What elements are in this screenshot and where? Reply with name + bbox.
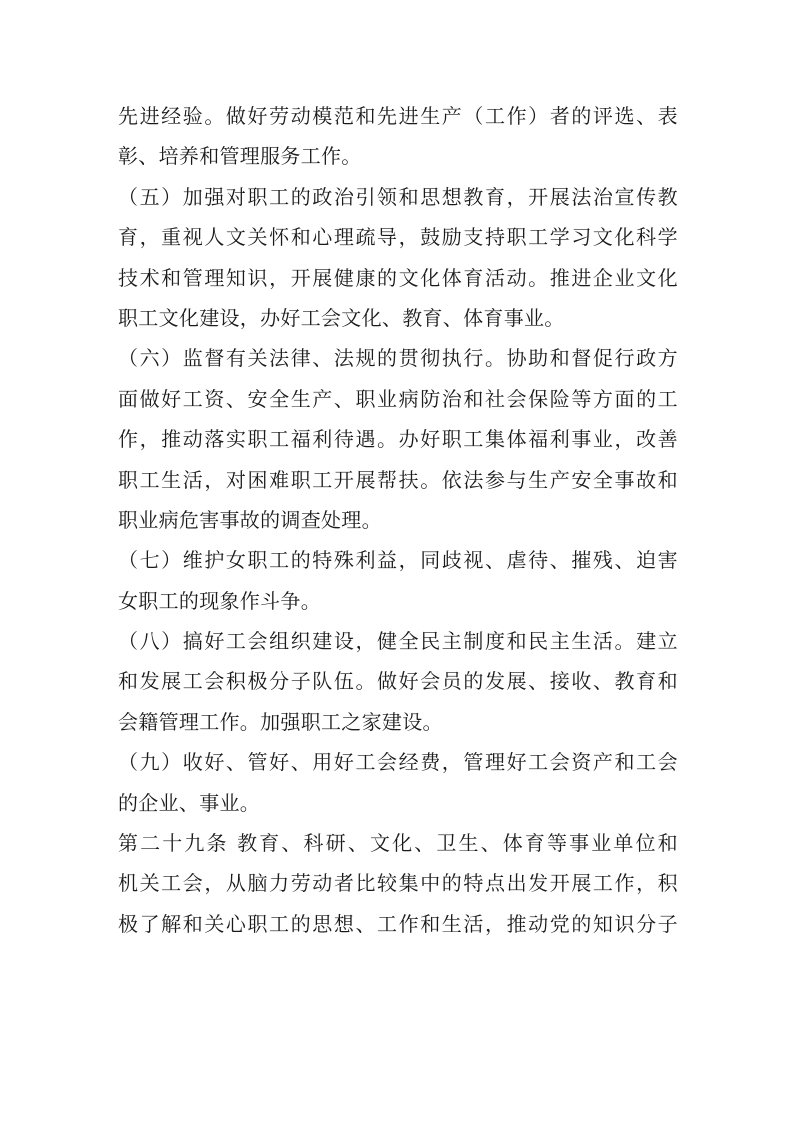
text-line: 职工文化建设，办好工会文化、教育、体育事业。 <box>118 305 565 330</box>
text-line: 机关工会，从脑力劳动者比较集中的特点出发开展工作，积 <box>118 871 678 896</box>
text-line: （七）维护女职工的特殊利益，同歧视、虐待、摧残、迫害 <box>118 548 678 573</box>
text-line: 职业病危害事故的调查处理。 <box>118 507 382 532</box>
text-line: 作，推动落实职工福利待遇。办好职工集体福利事业，改善 <box>118 427 678 452</box>
text-line: 彰、培养和管理服务工作。 <box>118 144 362 169</box>
text-line: （六）监督有关法律、法规的贯彻执行。协助和督促行政方 <box>118 346 678 371</box>
text-line: 的企业、事业。 <box>118 790 261 815</box>
text-line: 极了解和关心职工的思想、工作和生活，推动党的知识分子 <box>118 911 678 936</box>
text-line: 先进经验。做好劳动模范和先进生产（工作）者的评选、表 <box>118 104 678 128</box>
text-line: 和发展工会积极分子队伍。做好会员的发展、接收、教育和 <box>118 669 678 694</box>
text-line: （五）加强对职工的政治引领和思想教育，开展法治宣传教 <box>118 184 678 209</box>
text-line: 育，重视人文关怀和心理疏导，鼓励支持职工学习文化科学 <box>118 225 678 250</box>
text-line: 会籍管理工作。加强职工之家建设。 <box>118 709 443 734</box>
text-line: 面做好工资、安全生产、职业病防治和社会保险等方面的工 <box>118 386 678 411</box>
document-body <box>118 96 678 944</box>
text-line: 第二十九条 教育、科研、文化、卫生、体育等事业单位和 <box>118 831 678 856</box>
text-line: （八）搞好工会组织建设，健全民主制度和民主生活。建立 <box>118 629 678 654</box>
text-line: 职工生活，对困难职工开展帮扶。依法参与生产安全事故和 <box>118 467 678 492</box>
text-line: 技术和管理知识，开展健康的文化体育活动。推进企业文化 <box>118 265 678 290</box>
text-line: （九）收好、管好、用好工会经费，管理好工会资产和工会 <box>118 750 678 775</box>
text-line: 女职工的现象作斗争。 <box>118 588 321 613</box>
